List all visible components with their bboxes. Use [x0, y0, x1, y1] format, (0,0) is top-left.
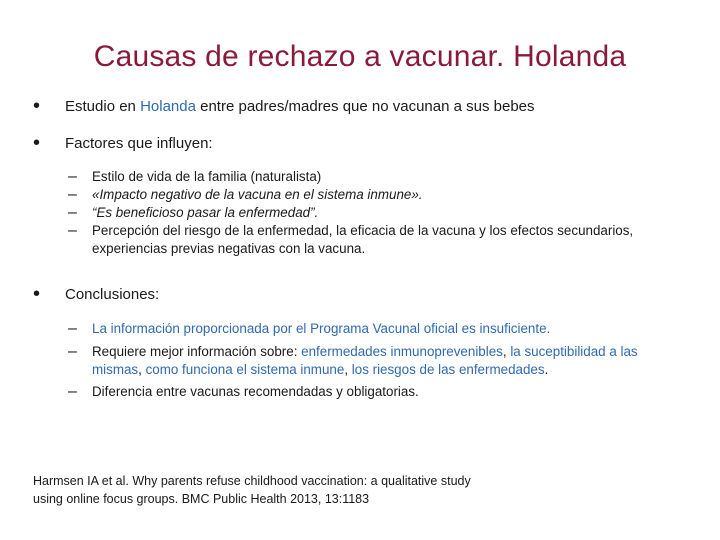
bullet-conclusions-text: Conclusiones:: [65, 286, 160, 303]
highlight-holanda: Holanda: [140, 98, 196, 115]
dash-icon: –: [68, 383, 77, 400]
highlight-diseases: enfermedades inmunoprevenibles: [301, 344, 503, 359]
dash-icon: –: [68, 343, 77, 360]
highlight-risks: los riesgos de las enfermedades: [351, 362, 545, 377]
dash-icon: –: [68, 168, 77, 185]
bullet-dot-icon: •: [33, 132, 41, 154]
reference-line: Harmsen IA et al. Why parents refuse childhood vaccination: a qualitative study: [33, 474, 471, 488]
reference-line: using online focus groups. BMC Public Health 2013, 13:1183: [33, 492, 370, 506]
dash-icon: –: [68, 222, 77, 239]
bullet-study-text: Estudio en Holanda entre padres/madres que no vacunan a sus bebes: [65, 98, 535, 115]
dash-icon: –: [68, 186, 77, 203]
dash-icon: –: [68, 320, 77, 337]
highlight-susceptibility: la suceptibilidad a las mismas: [92, 344, 638, 377]
reference-citation: [33, 472, 553, 508]
dash-icon: –: [68, 204, 77, 221]
bullet-dot-icon: •: [33, 283, 41, 305]
slide: Causas de rechazo a vacunar. Holanda • Estudio en Holanda entre padres/madres que no vacunan a sus bebes • Factores que influyen: – Estilo de vida de la familia (naturalista) – «Impacto negativo de la vacuna en el sistema inmune». – “Es beneficioso pasar la enfermedad”. – Percepción del riesgo de la enfermedad, la eficacia de la vacuna y los efectos secundarios, experiencias previas negativas con la vacuna. • Conclusiones: – La información proporcionada por el Programa Vacunal oficial es insuficiente. – Requiere mejor información sobre: enfermedades inmunoprevenibles, la suceptibilidad a las mismas, como funciona el sistema inmune, los riesgos de las enfermedades. – Diferencia entre vacunas recomendadas y obligatorias. Harmsen IA et al. Why parents refuse childhood vaccination: a qualitative study using online focus groups. BMC Public Health 2013, 13:1183: [0, 0, 720, 540]
highlight-immune-system: como funciona el sistema inmune: [145, 362, 345, 377]
slide-title: Causas de rechazo a vacunar. Holanda: [93, 40, 627, 73]
bullet-factors-text: Factores que influyen:: [65, 135, 213, 152]
bullet-dot-icon: •: [33, 95, 41, 117]
